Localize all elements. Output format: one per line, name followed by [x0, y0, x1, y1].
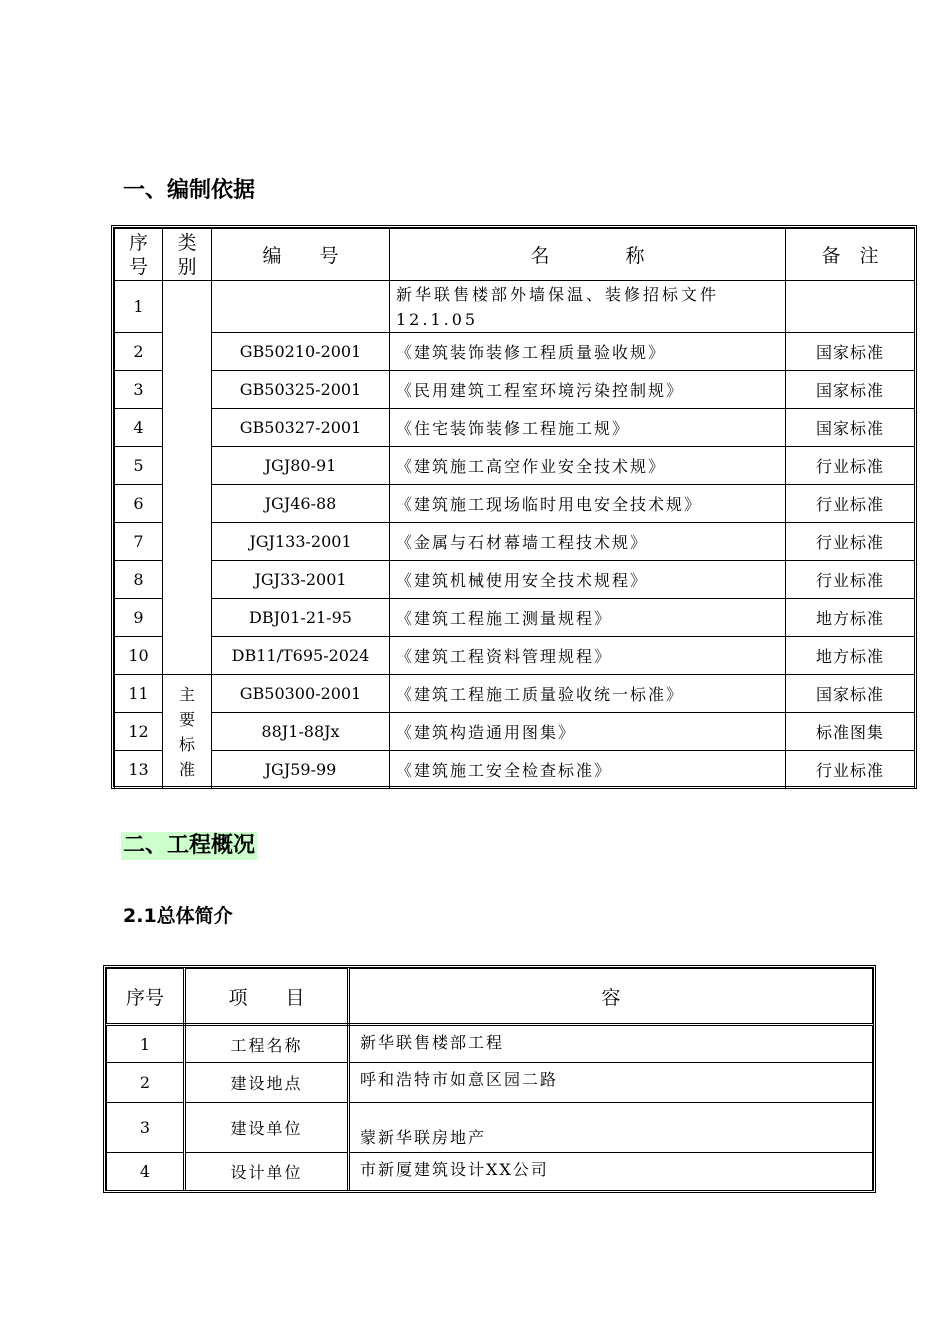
row-seq: 4 [107, 1153, 185, 1191]
table-row [115, 409, 915, 447]
row-name: 《建筑施工现场临时用电安全技术规》 [390, 485, 786, 523]
row-seq: 1 [107, 1025, 185, 1063]
row-remark: 国家标准 [786, 333, 915, 371]
row-code: DB11/T695-2024 [212, 637, 390, 675]
table-row [115, 751, 915, 789]
table-row [115, 523, 915, 561]
table-row [107, 1025, 873, 1063]
row-name: 《建筑装饰装修工程质量验收规》 [390, 333, 786, 371]
table-row [115, 371, 915, 409]
row-seq: 4 [115, 409, 163, 447]
row-seq: 9 [115, 599, 163, 637]
row-code: JGJ46-88 [212, 485, 390, 523]
category-blank-cell [163, 281, 212, 675]
row-seq: 1 [115, 281, 163, 333]
row-seq: 13 [115, 751, 163, 789]
row-name: 《建筑机械使用安全技术规程》 [390, 561, 786, 599]
table-row [107, 1063, 873, 1103]
table-row [115, 637, 915, 675]
row-remark: 国家标准 [786, 371, 915, 409]
standards-table [114, 228, 915, 789]
row-remark: 行业标准 [786, 447, 915, 485]
row-name: 《建筑工程资料管理规程》 [390, 637, 786, 675]
table-row [115, 675, 915, 713]
row-remark: 地方标准 [786, 599, 915, 637]
row-remark: 国家标准 [786, 675, 915, 713]
section-title-overview: 二、工程概况 [123, 833, 256, 858]
row-seq: 5 [115, 447, 163, 485]
row-seq: 7 [115, 523, 163, 561]
row-item: 建设单位 [185, 1103, 349, 1153]
row-code: GB50327-2001 [212, 409, 390, 447]
row-code: 88J1-88Jx [212, 713, 390, 751]
row-name: 《住宅装饰装修工程施工规》 [390, 409, 786, 447]
row-content: 蒙新华联房地产 [349, 1103, 873, 1153]
row-item: 设计单位 [185, 1153, 349, 1191]
row-seq: 3 [115, 371, 163, 409]
category-main-standards: 主 要 标 准 [163, 675, 212, 789]
row-remark: 标准图集 [786, 713, 915, 751]
table-row [115, 713, 915, 751]
row-seq: 2 [115, 333, 163, 371]
row-name: 《金属与石材幕墙工程技术规》 [390, 523, 786, 561]
header-category: 类 别 [163, 229, 212, 281]
row-seq: 6 [115, 485, 163, 523]
overview-table-frame [103, 965, 876, 1193]
row-code: GB50325-2001 [212, 371, 390, 409]
row-code: JGJ133-2001 [212, 523, 390, 561]
section-title-basis: 一、编制依据 [123, 178, 256, 203]
row-seq: 2 [107, 1063, 185, 1103]
row-code: GB50300-2001 [212, 675, 390, 713]
header-item: 项 目 [185, 969, 349, 1025]
row-code: DBJ01-21-95 [212, 599, 390, 637]
row-seq: 10 [115, 637, 163, 675]
row-remark: 行业标准 [786, 523, 915, 561]
row-name: 《建筑工程施工质量验收统一标准》 [390, 675, 786, 713]
row-name: 新华联售楼部外墙保温、装修招标文件12.1.05 [390, 281, 786, 333]
table-row [115, 281, 915, 333]
table-row [115, 333, 915, 371]
row-item: 工程名称 [185, 1025, 349, 1063]
overview-table-header [107, 969, 873, 1025]
row-seq: 12 [115, 713, 163, 751]
row-content: 新华联售楼部工程 [349, 1025, 873, 1063]
row-item: 建设地点 [185, 1063, 349, 1103]
header-seq: 序 号 [115, 229, 163, 281]
header-content: 容 [349, 969, 873, 1025]
row-remark: 国家标准 [786, 409, 915, 447]
standards-table-header [115, 229, 915, 281]
table-row [115, 447, 915, 485]
row-content: 呼和浩特市如意区园二路 [349, 1063, 873, 1103]
row-code: JGJ33-2001 [212, 561, 390, 599]
table-row [107, 1153, 873, 1191]
table-row [107, 1103, 873, 1153]
row-code: JGJ80-91 [212, 447, 390, 485]
subsection-title-summary: 2.1总体简介 [123, 905, 233, 927]
header-seq: 序号 [107, 969, 185, 1025]
row-remark: 行业标准 [786, 485, 915, 523]
row-name: 《建筑施工高空作业安全技术规》 [390, 447, 786, 485]
row-name: 《民用建筑工程室环境污染控制规》 [390, 371, 786, 409]
row-code: JGJ59-99 [212, 751, 390, 789]
row-seq: 11 [115, 675, 163, 713]
row-remark: 行业标准 [786, 751, 915, 789]
header-name: 名 称 [390, 229, 786, 281]
header-code: 编 号 [212, 229, 390, 281]
row-content: 市新厦建筑设计XX公司 [349, 1153, 873, 1191]
table-row [115, 485, 915, 523]
row-name: 《建筑施工安全检查标准》 [390, 751, 786, 789]
row-seq: 3 [107, 1103, 185, 1153]
table-row [115, 561, 915, 599]
row-seq: 8 [115, 561, 163, 599]
row-name: 《建筑构造通用图集》 [390, 713, 786, 751]
row-code [212, 281, 390, 333]
row-remark: 地方标准 [786, 637, 915, 675]
row-name: 《建筑工程施工测量规程》 [390, 599, 786, 637]
table-row [115, 599, 915, 637]
row-code: GB50210-2001 [212, 333, 390, 371]
row-remark: 行业标准 [786, 561, 915, 599]
header-remark: 备 注 [786, 229, 915, 281]
overview-table [106, 968, 873, 1191]
standards-table-frame [111, 225, 917, 789]
row-remark [786, 281, 915, 333]
